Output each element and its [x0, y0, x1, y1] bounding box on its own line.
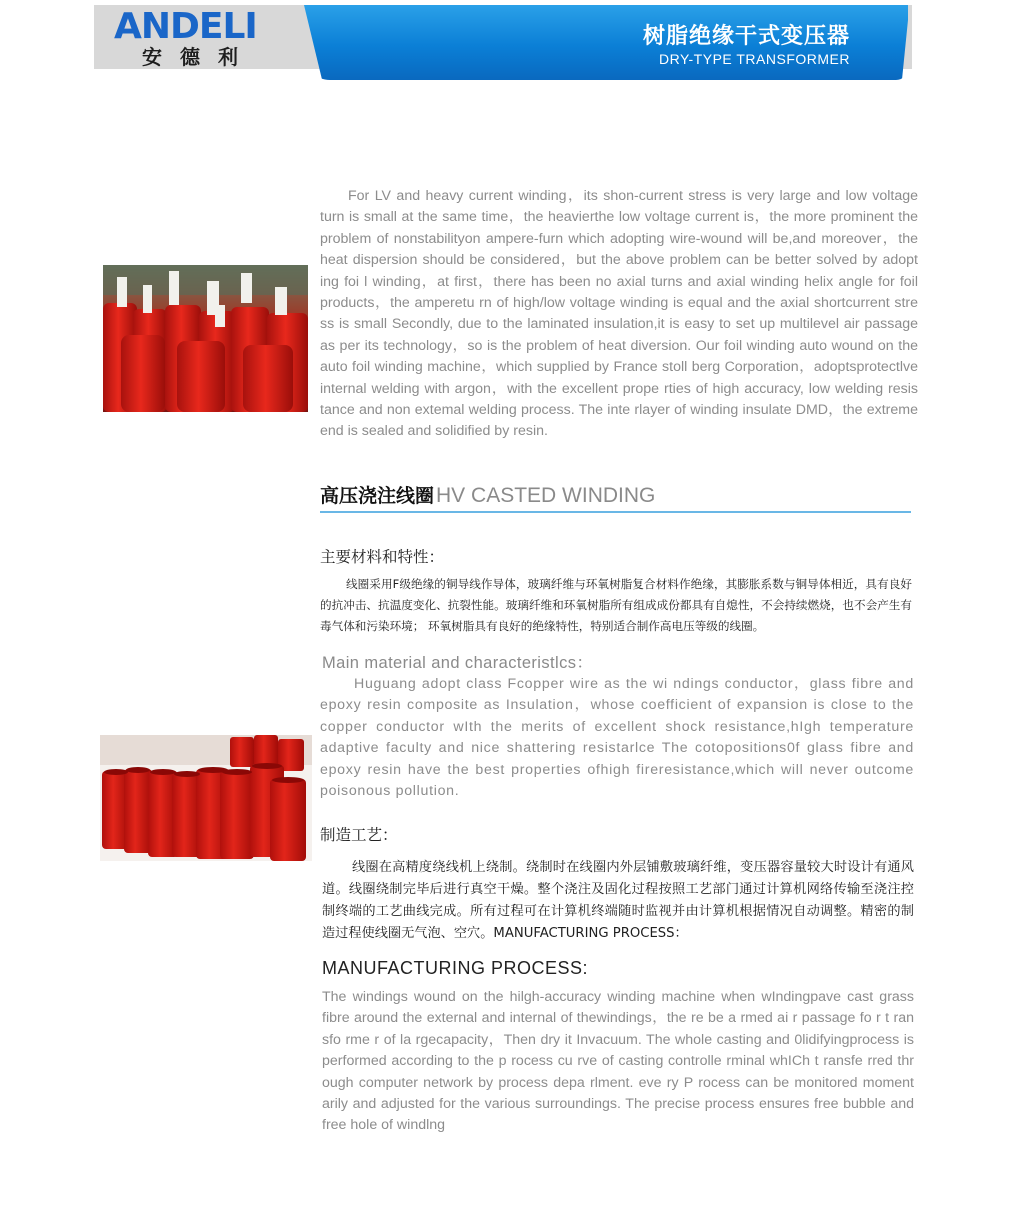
brand-logo: [114, 6, 304, 69]
process-heading-cn: 制造工艺：: [320, 826, 398, 844]
page-header: [94, 5, 912, 80]
header-title-en: DRY-TYPE TRANSFORMER: [659, 51, 850, 67]
section-title-en: HV CASTED WINDING: [436, 484, 656, 507]
process-body-en: The windings wound on the hilgh-accuracy winding machine when wIndingpave cast grass fibre around the external and internal of thewindings，the re be a rmed ai r passage fo r t ran sfo rme r of la rgecapacity，Then dry it Invacuum. The whole casting and 0lidifyingprocess is performed according to the p rocess cu rve of casting controlle rminal whICh t ransfe rred thr ough computer network by process depa rlment. eve ry P rocess can be monitored moment arily and adjusted for the various surroundings. The precise process ensures free bubble and free hole of windlng: [322, 989, 914, 1134]
intro-paragraph: For LV and heavy current winding，its shon-current stress is very large and low voltage turn is small at the same time，the heavierthe low voltage current is，the more prominent the problem of nonstabilityon ampere-furn which adopting wire-wound will be,and moreover，the heat dispersion should be considered，but the above problem can be better solved by adopt ing foi l winding，at first，there has been no axial turns and axial winding helix angle for foil products，the amperetu rn of high/low voltage winding is equal and the axial shortcurrent stre ss is small Secondly, due to the laminated insulation,it is easy to set up multilevel air passage as per its technology，so is the problem of heat diversion. Our foil winding auto wound on the auto foil winding machine，which supplied by France stoll berg Corporation，adoptsprotectlve internal welding with argon，with the excellent prope rties of high accuracy, low welding resis tance and non extemal welding process. The inte rlayer of winding insulate DMD，the extreme end is sealed and solidified by resin.: [320, 188, 918, 440]
cast-coils-photo: [100, 735, 312, 861]
header-title-cn: 树脂绝缘干式变压器: [642, 24, 850, 49]
process-body-cn: 线圈在高精度绕线机上绕制。绕制时在线圈内外层铺敷玻璃纤维，变压器容量较大时设计有通风道。线圈绕制完毕后进行真空干燥。整个浇注及固化过程按照工艺部门通过计算机网络传输至浇注控制终端的工艺曲线完成。所有过程可在计算机终端随时监视并由计算机根据情况自动调整。精密的制造过程使线圈无气泡、空穴。MANUFACTURING PROCESS：: [322, 860, 914, 941]
process-heading-en: MANUFACTURING PROCESS:: [322, 958, 589, 978]
brand-name-cn: 安德利: [142, 45, 256, 69]
materials-heading-cn: 主要材料和特性：: [320, 548, 445, 566]
brand-name-en: ANDELI: [114, 6, 257, 47]
materials-body-en: Huguang adopt class Fcopper wire as the wi ndings conductor，glass fibre and epoxy resin composite as Insulation，whose coefficient of expansion is close to the copper conductor wIth the merits of excellent shock resistance,hIgh temperature adaptive faculty and nice shattering resistarlce The cotopositions0f glass fibre and epoxy resin have the best properties ofhigh fireresistance,which will never outcome poisonous pollution.: [320, 676, 914, 800]
foil-winding-photo: [103, 265, 308, 412]
materials-body-cn: 线圈采用F级绝缘的铜导线作导体，玻璃纤维与环氧树脂复合材料作绝缘，其膨胀系数与铜导体相近，具有良好的抗冲击、抗温度变化、抗裂性能。玻璃纤维和环氧树脂所有组成成份都具有自熄性，不会持续燃烧，也不会产生有毒气体和污染环境； 环氧树脂具有良好的绝缘特性，特别适合制作高电压等级的线圈。: [320, 577, 912, 633]
materials-heading-en: Main material and characteristlcs：: [322, 654, 594, 672]
section-heading: [320, 481, 911, 513]
section-title-cn: 高压浇注线圈: [320, 485, 435, 507]
